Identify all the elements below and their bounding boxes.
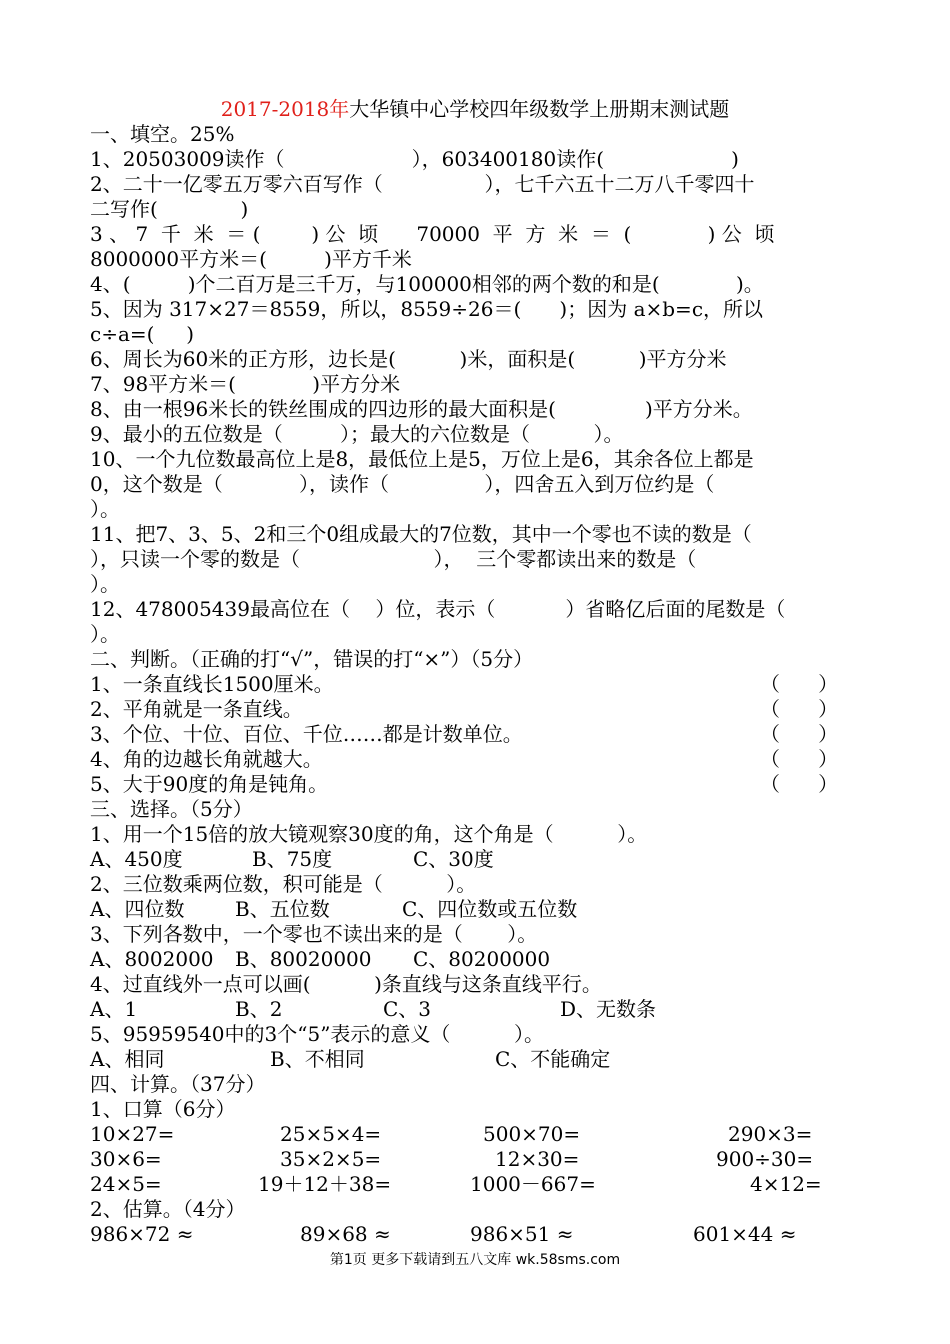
choice-option: A、450度	[90, 847, 183, 871]
oral-calc-item: 25×5×4=	[280, 1122, 382, 1146]
fill-line: c÷a=( )	[90, 322, 195, 346]
oral-calc-item: 35×2×5=	[280, 1147, 382, 1171]
judge-item: 5、大于90度的角是钝角。	[90, 772, 329, 796]
estimate-heading: 2、估算。（4分）	[90, 1197, 246, 1221]
fill-line: 2、二十一亿零五万零六百写作（ ），七千六五十二万八千零四十	[90, 172, 755, 196]
fill-line: 1、20503009读作（ ），603400180读作( )	[90, 147, 739, 171]
oral-calc-item: 290×3=	[728, 1122, 813, 1146]
judge-item: 1、一条直线长1500厘米。	[90, 672, 334, 696]
choice-option: A、8002000	[90, 947, 214, 971]
choice-option: A、1	[90, 997, 138, 1021]
oral-calc-item: 10×27=	[90, 1122, 175, 1146]
oral-calc-heading: 1、口算（6分）	[90, 1097, 236, 1121]
choice-question: 2、三位数乘两位数，积可能是（ ）。	[90, 872, 477, 896]
answer-paren: （ ）	[760, 722, 839, 746]
judge-item: 4、角的边越长角就越大。	[90, 747, 323, 771]
fill-line: 3 、 7 千 米 ＝ ( ) 公 顷 70000 平 方 米 ＝ ( ) 公 顷	[90, 222, 775, 246]
answer-paren: （ ）	[760, 747, 839, 771]
fill-line: ），只读一个零的数是（ ）， 三个零都读出来的数是（	[90, 547, 697, 571]
choice-question: 3、下列各数中，一个零也不读出来的是（ ）。	[90, 922, 538, 946]
fill-line: 7、98平方米＝( )平方分米	[90, 372, 401, 396]
choice-option: A、相同	[90, 1047, 165, 1071]
fill-line: 8、由一根96米长的铁丝围成的四边形的最大面积是( )平方分米。	[90, 397, 753, 421]
oral-calc-item: 4×12=	[750, 1172, 822, 1196]
section1-heading: 一、填空。25%	[90, 122, 235, 146]
fill-line: 10、一个九位数最高位上是8，最低位上是5，万位上是6，其余各位上都是	[90, 447, 754, 471]
fill-line: ）。	[90, 497, 120, 521]
fill-line: 12、478005439最高位在（ ）位，表示（ ）省略亿后面的尾数是（	[90, 597, 786, 621]
section2-heading: 二、判断。（正确的打“√”，错误的打“×”）（5分）	[90, 647, 534, 671]
section4-heading: 四、计算。（37分）	[90, 1072, 266, 1096]
choice-option: A、四位数	[90, 897, 185, 921]
fill-line: 二写作( )	[90, 197, 249, 221]
fill-line: 11、把7、3、5、2和三个0组成最大的7位数，其中一个零也不读的数是（	[90, 522, 752, 546]
fill-line: ）。	[90, 572, 120, 596]
fill-line: 5、因为 317×27＝8559，所以，8559÷26＝( )；因为 a×b=c，所以	[90, 297, 764, 321]
choice-option: B、80020000	[235, 947, 372, 971]
estimate-item: 986×51 ≈	[470, 1222, 574, 1246]
section3-heading: 三、选择。（5分）	[90, 797, 253, 821]
choice-option: C、3	[383, 997, 432, 1021]
estimate-item: 89×68 ≈	[300, 1222, 391, 1246]
estimate-item: 986×72 ≈	[90, 1222, 194, 1246]
oral-calc-item: 1000－667=	[470, 1172, 596, 1196]
choice-option: B、75度	[252, 847, 333, 871]
choice-option: B、2	[235, 997, 283, 1021]
answer-paren: （ ）	[760, 697, 839, 721]
choice-option: C、不能确定	[495, 1047, 611, 1071]
oral-calc-item: 30×6=	[90, 1147, 162, 1171]
choice-option: C、30度	[413, 847, 494, 871]
choice-question: 4、过直线外一点可以画( )条直线与这条直线平行。	[90, 972, 602, 996]
exam-title	[0, 97, 950, 122]
oral-calc-item: 500×70=	[483, 1122, 581, 1146]
title-year: 2017-2018年	[220, 97, 350, 121]
fill-line: ）。	[90, 622, 120, 646]
choice-option: C、四位数或五位数	[402, 897, 578, 921]
choice-question: 1、用一个15倍的放大镜观察30度的角，这个角是（ ）。	[90, 822, 648, 846]
judge-item: 2、平角就是一条直线。	[90, 697, 303, 721]
judge-item: 3、个位、十位、百位、千位……都是计数单位。	[90, 722, 523, 746]
oral-calc-item: 900÷30=	[716, 1147, 814, 1171]
fill-line: 8000000平方米＝( )平方千米	[90, 247, 412, 271]
answer-paren: （ ）	[760, 672, 839, 696]
oral-calc-item: 24×5=	[90, 1172, 162, 1196]
title-text: 大华镇中心学校四年级数学上册期末测试题	[349, 97, 730, 121]
choice-option: B、不相同	[270, 1047, 365, 1071]
choice-option: D、无数条	[560, 997, 657, 1021]
fill-line: 4、( )个二百万是三千万，与100000相邻的两个数的和是( )。	[90, 272, 764, 296]
choice-option: C、80200000	[413, 947, 551, 971]
estimate-item: 601×44 ≈	[693, 1222, 797, 1246]
oral-calc-item: 12×30=	[495, 1147, 580, 1171]
choice-option: B、五位数	[235, 897, 330, 921]
fill-line: 0，这个数是（ ），读作（ ），四舍五入到万位约是（	[90, 472, 715, 496]
fill-line: 9、最小的五位数是（ ）；最大的六位数是（ ）。	[90, 422, 624, 446]
oral-calc-item: 19＋12＋38=	[258, 1172, 392, 1196]
fill-line: 6、周长为60米的正方形，边长是( )米，面积是( )平方分米	[90, 347, 727, 371]
page-footer: 第1页 更多下载请到五八文库 wk.58sms.com	[329, 1252, 621, 1268]
answer-paren: （ ）	[760, 772, 839, 796]
choice-question: 5、95959540中的3个“5”表示的意义（ ）。	[90, 1022, 544, 1046]
